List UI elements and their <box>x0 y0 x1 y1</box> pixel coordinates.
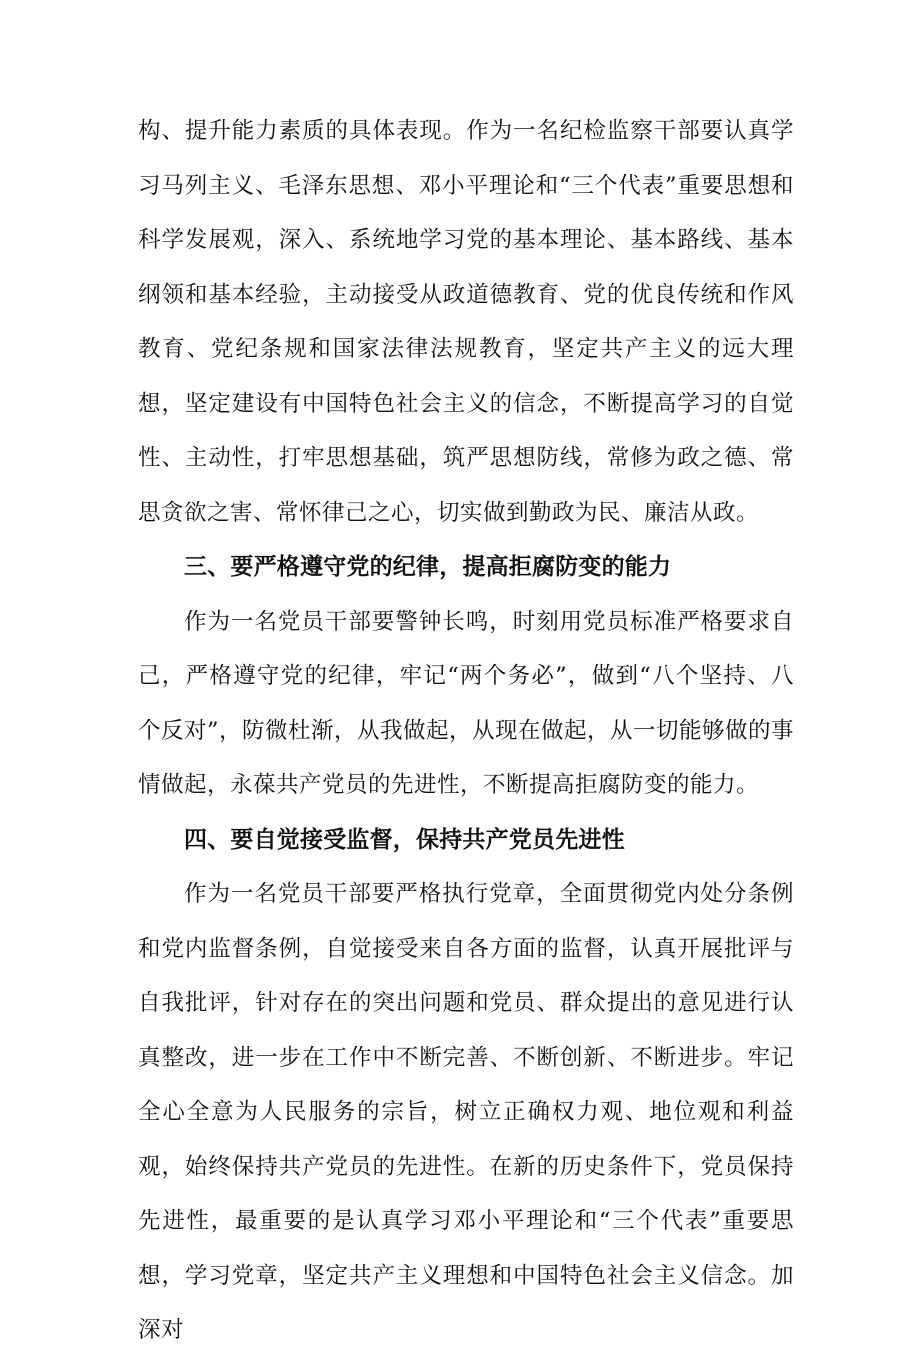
section-heading-4: 四、要自觉接受监督，保持共产党员先进性 <box>184 826 625 853</box>
body-paragraph-2: 作为一名党员干部要警钟长鸣，时刻用党员标准严格要求自己，严格遵守党的纪律，牢记“两个务必”，做到“八个坚持、八个反对”，防微杜渐，从我做起，从现在做起，从一切能够做的事情做起，永葆共产党员的先进性，不断提高拒腐防变的能力。 <box>138 608 795 798</box>
body-paragraph-3: 作为一名党员干部要严格执行党章，全面贯彻党内处分条例和党内监督条例，自觉接受来自各方面的监督，认真开展批评与自我批评，针对存在的突出问题和党员、群众提出的意见进行认真整改，进一步在工作中不断完善、不断创新、不断进步。牢记全心全意为人民服务的宗旨，树立正确权力观、地位观和利益观，始终保持共产党员的先进性。在新的历史条件下，党员保持先进性，最重要的是认真学习邓小平理论和“三个代表”重要思想，学习党章，坚定共产主义理想和中国特色社会主义信念。加深对 <box>138 881 794 1343</box>
section-heading-3: 三、要严格遵守党的纪律，提高拒腐防变的能力 <box>184 554 672 580</box>
body-paragraph-1: 构、提升能力素质的具体表现。作为一名纪检监察干部要认真学习马列主义、毛泽东思想、邓小平理论和“三个代表”重要思想和科学发展观，深入、系统地学习党的基本理论、基本路线、基本纲领和基本经验，主动接受从政道德教育、党的优良传统和作风教育、党纪条规和国家法律法规教育，坚定共产主义的远大理想，坚定建设有中国特色社会主义的信念，不断提高学习的自觉性、主动性，打牢思想基础，筑严思想防线，常修为政之德、常思贪欲之害、常怀律己之心，切实做到勤政为民、廉洁从政。 <box>138 118 794 526</box>
document-page <box>138 104 794 1358</box>
